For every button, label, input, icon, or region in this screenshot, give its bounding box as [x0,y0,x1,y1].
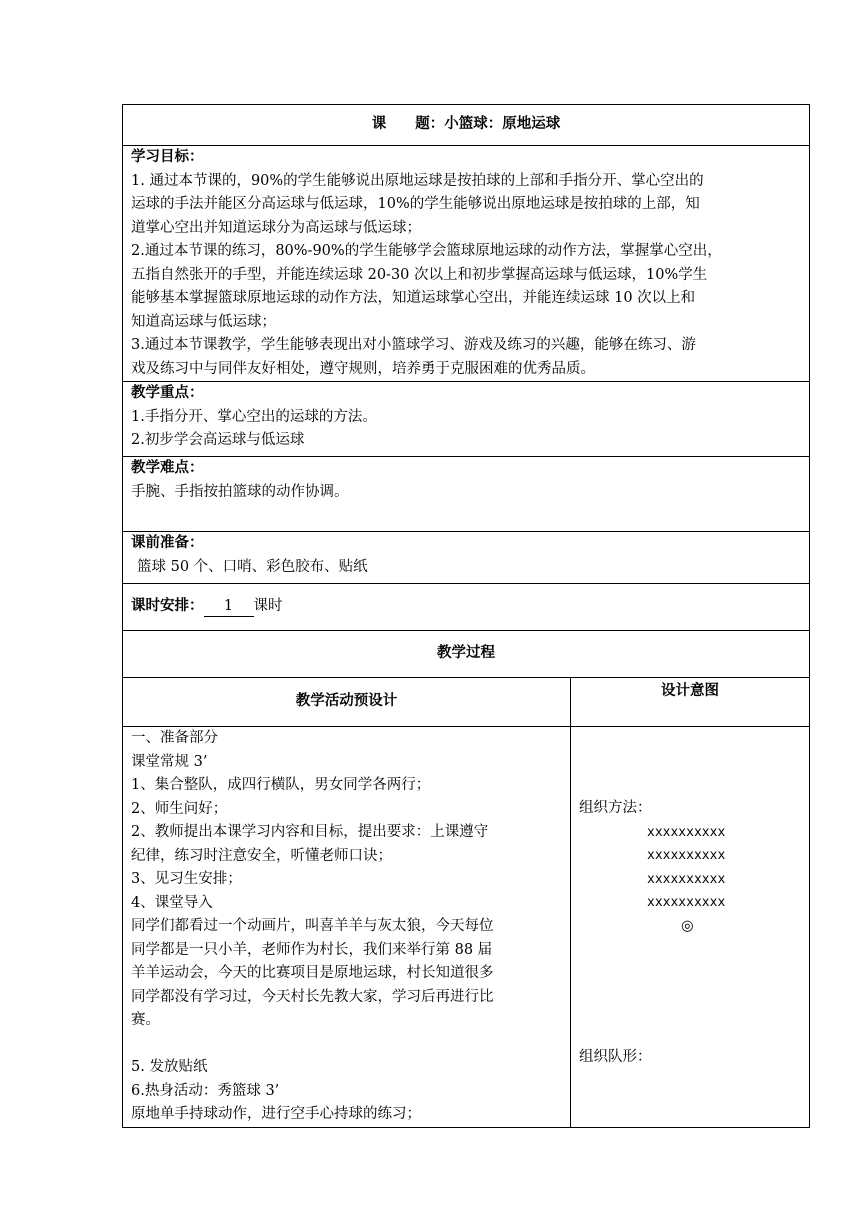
preparation-cell [123,532,810,584]
objective-line: 运球的手法并能区分高运球与低运球，10%的学生能够说出原地运球是按拍球的上部，知 [131,196,700,212]
objective-line: 2.通过本节课的练习，80%-90%的学生能够学会篮球原地运球的动作方法，掌握掌心空出， [131,243,722,259]
difficulties-heading: 教学难点： [131,460,204,476]
activity-column-header: 教学活动预设计 [123,678,571,727]
activity-line: 4、课堂导入 [131,894,213,911]
objective-line: 1. 通过本节课的，90%的学生能够说出原地运球是按拍球的上部和手指分开、掌心空出的 [131,172,704,189]
objective-line: 五指自然张开的手型，并能连续运球 20-30 次以上和初步掌握高运球与低运球，10%学生 [131,266,708,283]
schedule-value: 1 [204,597,254,617]
key-point-line: 2.初步学会高运球与低运球 [131,432,305,448]
lesson-plan-document [122,104,809,1128]
activity-line: 2、教师提出本课学习内容和目标，提出要求：上课遵守 [131,824,489,840]
activity-blank-line [131,1033,562,1057]
lesson-plan-table [122,104,810,1128]
process-title: 教学过程 [123,631,810,678]
activity-cell [123,727,571,1128]
activity-line: 原地单手持球动作，进行空手心持球的练习； [131,1106,421,1122]
formation-diagram [579,821,801,939]
activity-line: 同学都没有学习过，今天村长先教大家，学习后再进行比 [131,988,494,1005]
objective-line: 知道高运球与低运球； [131,313,276,330]
activity-line: 一、准备部分 [131,730,218,746]
formation-row: xxxxxxxxxx [647,824,726,840]
intent-cell [571,727,810,1128]
activity-line: 赛。 [131,1012,160,1028]
objective-line: 道掌心空出并知道运球分为高运球与低运球； [131,219,421,236]
activity-line: 同学都是一只小羊，老师作为村长，我们来举行第 88 届 [131,941,493,958]
activity-line: 同学们都看过一个动画片，叫喜羊羊与灰太狼，今天每位 [131,918,494,934]
preparation-line: 篮球 50 个、口哨、彩色胶布、贴纸 [137,558,368,575]
key-points-cell [123,382,810,457]
formation-row: xxxxxxxxxx [647,848,726,863]
activity-line: 6.热身活动：秀篮球 3’ [131,1082,280,1099]
org-method-label: 组织方法： [579,800,652,816]
lesson-title: 课 题：小篮球：原地运球 [123,105,810,146]
objective-line: 能够基本掌握篮球原地运球的动作方法，知道运球掌心空出，并能连续运球 10 次以上和 [131,290,696,306]
activity-line: 纪律，练习时注意安全，听懂老师口诀； [131,847,392,864]
teacher-position-icon: ◎ [681,917,694,934]
org-formation-label: 组织队形： [579,1049,652,1065]
schedule-heading: 课时安排： [131,598,204,615]
formation-row: xxxxxxxxxx [647,871,726,887]
key-point-line: 1.手指分开、掌心空出的运球的方法。 [131,408,377,425]
formation-row: xxxxxxxxxx [647,895,726,910]
difficulties-cell [123,457,810,532]
activity-line: 3、见习生安排； [131,871,242,887]
objectives-heading: 学习目标： [131,149,204,165]
intent-column-header: 设计意图 [571,678,810,727]
schedule-unit: 课时 [253,598,283,615]
difficulty-line: 手腕、手指按拍篮球的动作协调。 [131,483,349,500]
activity-line: 羊羊运动会，今天的比赛项目是原地运球，村长知道很多 [131,965,494,981]
activity-line: 课堂常规 3’ [131,753,208,770]
key-points-heading: 教学重点： [131,385,204,401]
activity-line: 5. 发放贴纸 [131,1059,208,1075]
objectives-cell [123,146,810,382]
activity-line: 2、师生问好； [131,800,228,817]
objective-line: 戏及练习中与同伴友好相处，遵守规则，培养勇于克服困难的优秀品质。 [131,360,595,377]
preparation-heading: 课前准备： [131,535,204,551]
objective-line: 3.通过本节课教学，学生能够表现出对小篮球学习、游戏及练习的兴趣，能够在练习、游 [131,337,696,353]
schedule-cell [123,584,810,631]
activity-line: 1、集合整队，成四行横队，男女同学各两行； [131,777,431,793]
